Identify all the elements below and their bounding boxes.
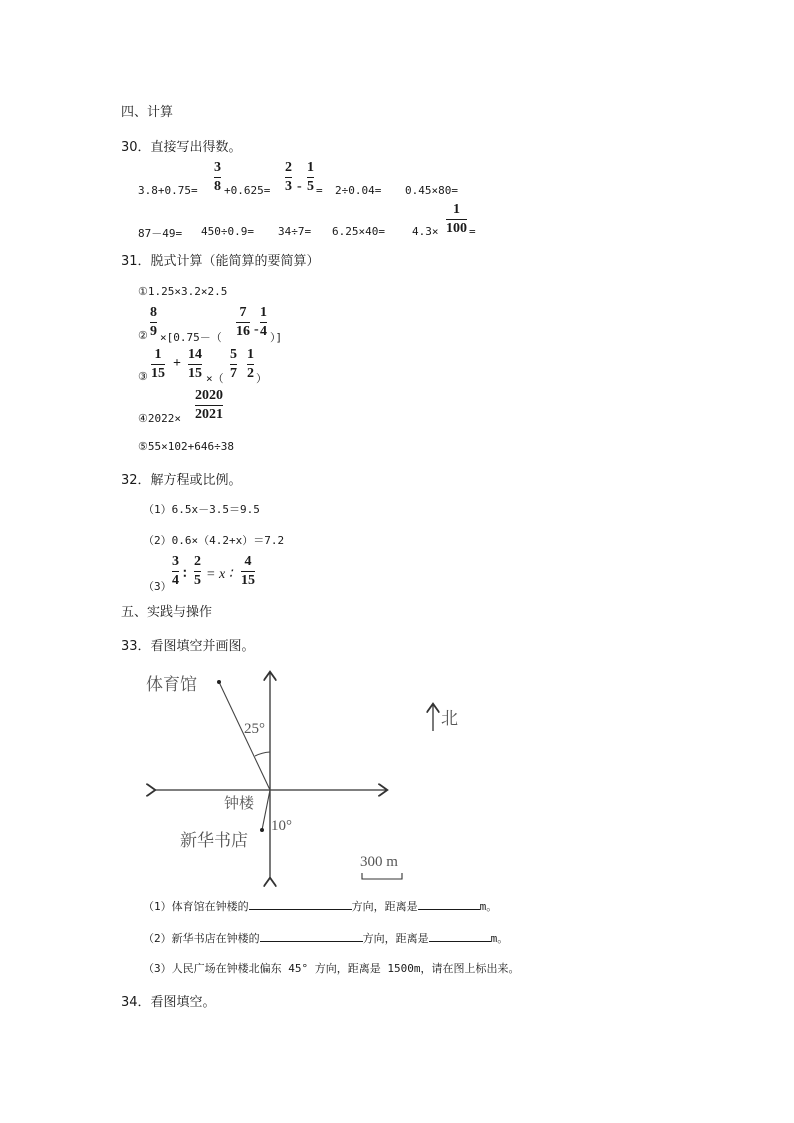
denominator: 15 bbox=[241, 573, 255, 588]
numerator: 8 bbox=[150, 305, 157, 320]
bookstore-direction-line bbox=[262, 790, 270, 830]
q31-title: 31．脱式计算（能简算的要简算） bbox=[121, 254, 320, 269]
fraction-bar bbox=[247, 364, 254, 365]
q33-sub1-mid: 方向，距离是 bbox=[351, 900, 418, 913]
denominator: 2021 bbox=[195, 407, 223, 422]
numerator: 1 bbox=[247, 347, 254, 362]
numerator: 2 bbox=[285, 160, 292, 175]
q30-r2-e-fraction bbox=[446, 202, 467, 237]
q30-r1-b-after: +0.625= bbox=[224, 184, 271, 197]
q33-sub1 bbox=[143, 897, 497, 914]
section-five-heading: 五、实践与操作 bbox=[121, 605, 213, 620]
q31-part2-fraction1 bbox=[150, 305, 157, 340]
q30-r2-c: 34÷7= bbox=[278, 225, 312, 238]
q31-part3-plus: + bbox=[173, 356, 181, 371]
numerator: 1 bbox=[453, 202, 460, 217]
numerator: 14 bbox=[188, 347, 202, 362]
q31-part3-fraction4 bbox=[247, 347, 254, 382]
fraction-bar bbox=[151, 364, 165, 365]
fraction-bar bbox=[188, 364, 202, 365]
denominator: 8 bbox=[214, 179, 221, 194]
q30-r1-c-fraction1 bbox=[285, 160, 292, 195]
fraction-bar bbox=[172, 571, 179, 572]
denominator: 5 bbox=[307, 179, 314, 194]
angle-10-label: 10° bbox=[271, 818, 292, 834]
numerator: 4 bbox=[244, 554, 252, 569]
q31-part3-fraction2 bbox=[188, 347, 202, 382]
q31-part2-end: ）] bbox=[270, 331, 283, 344]
q30-r1-e: 0.45×80= bbox=[405, 184, 458, 197]
bookstore-label: 新华书店 bbox=[180, 831, 248, 850]
q31-part3-fraction3 bbox=[230, 347, 237, 382]
fraction-bar bbox=[195, 405, 223, 406]
q33-sub2-direction-blank[interactable] bbox=[260, 929, 363, 942]
denominator: 2 bbox=[247, 366, 254, 381]
q33-sub2-pre: （2）新华书店在钟楼的 bbox=[143, 932, 260, 945]
q30-r2-d: 6.25×40= bbox=[332, 225, 385, 238]
angle-arc-25 bbox=[255, 752, 270, 756]
numerator: 2 bbox=[194, 554, 201, 569]
denominator: 4 bbox=[172, 573, 179, 588]
denominator: 3 bbox=[285, 179, 292, 194]
numerator: 3 bbox=[172, 554, 179, 569]
q30-r1-c-eq: = bbox=[316, 184, 323, 197]
fraction-bar bbox=[214, 177, 221, 178]
q31-part1: ①1.25×3.2×2.5 bbox=[138, 285, 228, 298]
q33-sub2-end: m。 bbox=[490, 932, 509, 945]
q31-part3-times: ×（ bbox=[206, 372, 224, 385]
q31-part3-fraction1 bbox=[151, 347, 165, 382]
fraction-bar bbox=[307, 177, 314, 178]
fraction-bar bbox=[230, 364, 237, 365]
q33-sub2-mid: 方向，距离是 bbox=[362, 932, 429, 945]
fraction-bar bbox=[241, 571, 255, 572]
stadium-point bbox=[217, 680, 221, 684]
numerator: 7 bbox=[239, 305, 247, 320]
q30-title: 30．直接写出得数。 bbox=[121, 140, 242, 155]
fraction-bar bbox=[260, 322, 267, 323]
q31-part3-circle: ③ bbox=[138, 370, 148, 383]
denominator: 15 bbox=[151, 366, 165, 381]
q32-eq3-fraction1 bbox=[172, 554, 179, 589]
denominator: 9 bbox=[150, 324, 157, 339]
section-four-heading: 四、计算 bbox=[121, 105, 174, 120]
q30-r1-b-fraction bbox=[214, 160, 221, 195]
q31-part5: ⑤55×102+646÷38 bbox=[138, 440, 234, 453]
fraction-bar bbox=[236, 322, 250, 323]
angle-25-label: 25° bbox=[244, 721, 265, 737]
denominator: 15 bbox=[188, 366, 202, 381]
denominator: 100 bbox=[446, 221, 467, 236]
numerator: 3 bbox=[214, 160, 221, 175]
q31-part2-fraction3 bbox=[260, 305, 267, 340]
q30-r1-c-fraction2 bbox=[307, 160, 314, 195]
q33-sub3: （3）人民广场在钟楼北偏东 45° 方向，距离是 1500m，请在图上标出来。 bbox=[143, 962, 520, 975]
numerator: 5 bbox=[230, 347, 237, 362]
q32-eq3-pre: （3） bbox=[143, 580, 172, 593]
q32-eq1: （1）6.5x－3.5＝9.5 bbox=[143, 503, 260, 516]
q33-sub1-end: m。 bbox=[479, 900, 498, 913]
q30-r2-b: 450÷0.9= bbox=[201, 225, 254, 238]
q31-part2-circle: ② bbox=[138, 329, 148, 342]
q33-sub2 bbox=[143, 929, 508, 946]
q32-eq3-fraction3 bbox=[241, 554, 255, 589]
q32-eq3-fraction2 bbox=[194, 554, 201, 589]
q33-sub1-direction-blank[interactable] bbox=[249, 897, 352, 910]
fraction-bar bbox=[150, 322, 157, 323]
q33-sub1-pre: （1）体育馆在钟楼的 bbox=[143, 900, 249, 913]
fraction-bar bbox=[446, 219, 467, 220]
q30-r1-a: 3.8+0.75= bbox=[138, 184, 198, 197]
q32-eq3-colon1: ∶ bbox=[183, 567, 187, 582]
scale-bar bbox=[362, 873, 402, 879]
bookstore-point bbox=[260, 828, 264, 832]
q31-part3-end: ） bbox=[256, 372, 267, 385]
q31-part2-mid: ×[0.75－（ bbox=[160, 331, 222, 344]
q30-r2-a: 87－49= bbox=[138, 227, 183, 240]
denominator: 5 bbox=[194, 573, 201, 588]
denominator: 4 bbox=[260, 324, 267, 339]
bell-tower-label: 钟楼 bbox=[224, 796, 255, 812]
numerator: 1 bbox=[260, 305, 267, 320]
q34-title: 34．看图填空。 bbox=[121, 995, 216, 1010]
fraction-bar bbox=[285, 177, 292, 178]
numerator: 2020 bbox=[195, 388, 223, 403]
q30-r1-c-minus: - bbox=[297, 179, 302, 194]
q32-title: 32．解方程或比例。 bbox=[121, 473, 242, 488]
q31-part4-pre: ④2022× bbox=[138, 412, 181, 425]
q30-r2-e-eq: = bbox=[469, 225, 476, 238]
q31-part4-fraction bbox=[195, 388, 223, 423]
scale-label: 300 m bbox=[360, 854, 398, 870]
fraction-bar bbox=[194, 571, 201, 572]
numerator: 1 bbox=[154, 347, 162, 362]
denominator: 7 bbox=[230, 366, 237, 381]
q30-r2-e-pre: 4.3× bbox=[412, 225, 439, 238]
denominator: 16 bbox=[236, 324, 250, 339]
q30-r1-d: 2÷0.04= bbox=[335, 184, 382, 197]
q33-sub1-distance-blank[interactable] bbox=[418, 897, 480, 910]
numerator: 1 bbox=[307, 160, 314, 175]
q31-part2-fraction2 bbox=[236, 305, 250, 340]
q32-eq3-mid: = x ∶ bbox=[206, 567, 233, 582]
q33-direction-figure bbox=[140, 665, 480, 887]
q33-sub2-distance-blank[interactable] bbox=[429, 929, 491, 942]
q31-part2-minus: - bbox=[254, 322, 259, 337]
north-label: 北 bbox=[441, 709, 458, 728]
q33-title: 33．看图填空并画图。 bbox=[121, 639, 255, 654]
stadium-label: 体育馆 bbox=[146, 675, 197, 694]
q32-eq2: （2）0.6×（4.2+x）＝7.2 bbox=[143, 534, 285, 547]
